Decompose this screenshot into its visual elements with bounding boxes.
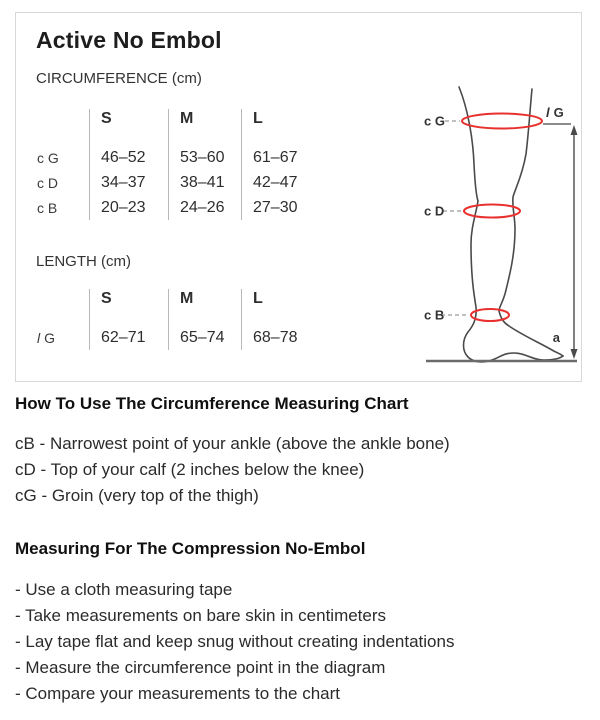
definition-line-cd: cD - Top of your calf (2 inches below the knee) <box>15 460 365 479</box>
leg-measurement-diagram <box>386 79 582 381</box>
column-header-l: L <box>241 109 322 145</box>
table-cell: 24–26 <box>168 195 241 220</box>
length-table-label: LENGTH (cm) <box>36 253 131 270</box>
length-arrow-head-top <box>571 125 578 135</box>
table-cell: 62–71 <box>89 325 168 350</box>
cd-label: c D <box>424 203 445 219</box>
length-arrow-head-bottom <box>571 349 578 359</box>
table-cell: 34–37 <box>89 170 168 195</box>
cb-measurement-ring <box>471 309 509 321</box>
column-header-s: S <box>89 109 168 145</box>
measuring-heading: Measuring For The Compression No-Embol <box>15 539 366 558</box>
lg-label <box>546 105 564 120</box>
measuring-instructions <box>15 577 595 707</box>
how-to-definitions <box>15 431 595 509</box>
table-cell: 42–47 <box>241 170 322 195</box>
size-chart-panel <box>15 12 582 382</box>
cg-label: c G <box>424 113 445 129</box>
circumference-table-label: CIRCUMFERENCE (cm) <box>36 70 202 87</box>
instruction-line: - Lay tape flat and keep snug without creating indentations <box>15 632 455 651</box>
column-header-s: S <box>89 289 168 325</box>
cd-measurement-ring <box>464 205 520 218</box>
table-cell: 27–30 <box>241 195 322 220</box>
row-label-cb: c B <box>37 199 58 216</box>
header-spacer <box>36 289 89 325</box>
definition-line-cg: cG - Groin (very top of the thigh) <box>15 486 259 505</box>
definition-line-cb: cB - Narrowest point of your ankle (above the ankle bone) <box>15 434 450 453</box>
table-cell: 46–52 <box>89 145 168 170</box>
instruction-line: - Compare your measurements to the chart <box>15 684 341 703</box>
cb-label: c B <box>424 307 445 323</box>
how-to-heading: How To Use The Circumference Measuring Chart <box>15 394 409 413</box>
a-label: a <box>552 330 560 345</box>
row-label-cd: c D <box>37 174 58 191</box>
column-header-m: M <box>168 109 241 145</box>
header-spacer <box>36 109 89 145</box>
column-header-m: M <box>168 289 241 325</box>
table-cell: 61–67 <box>241 145 322 170</box>
lg-label-rest: G <box>553 105 564 120</box>
table-cell: 38–41 <box>168 170 241 195</box>
row-label-lg-rest: G <box>44 329 56 346</box>
table-cell: 68–78 <box>241 325 322 350</box>
row-label-lg-italic: l <box>37 329 41 346</box>
table-cell: 20–23 <box>89 195 168 220</box>
product-title: Active No Embol <box>36 27 222 53</box>
circumference-table <box>36 109 322 220</box>
instruction-line: - Use a cloth measuring tape <box>15 580 233 599</box>
column-header-l: L <box>241 289 322 325</box>
table-cell: 65–74 <box>168 325 241 350</box>
lg-label-italic: l <box>546 105 550 120</box>
table-cell: 53–60 <box>168 145 241 170</box>
length-table <box>36 289 322 350</box>
row-label-cg: c G <box>37 149 59 166</box>
instruction-line: - Measure the circumference point in the diagram <box>15 658 386 677</box>
row-label-lg <box>36 325 89 350</box>
instruction-line: - Take measurements on bare skin in centimeters <box>15 606 387 625</box>
